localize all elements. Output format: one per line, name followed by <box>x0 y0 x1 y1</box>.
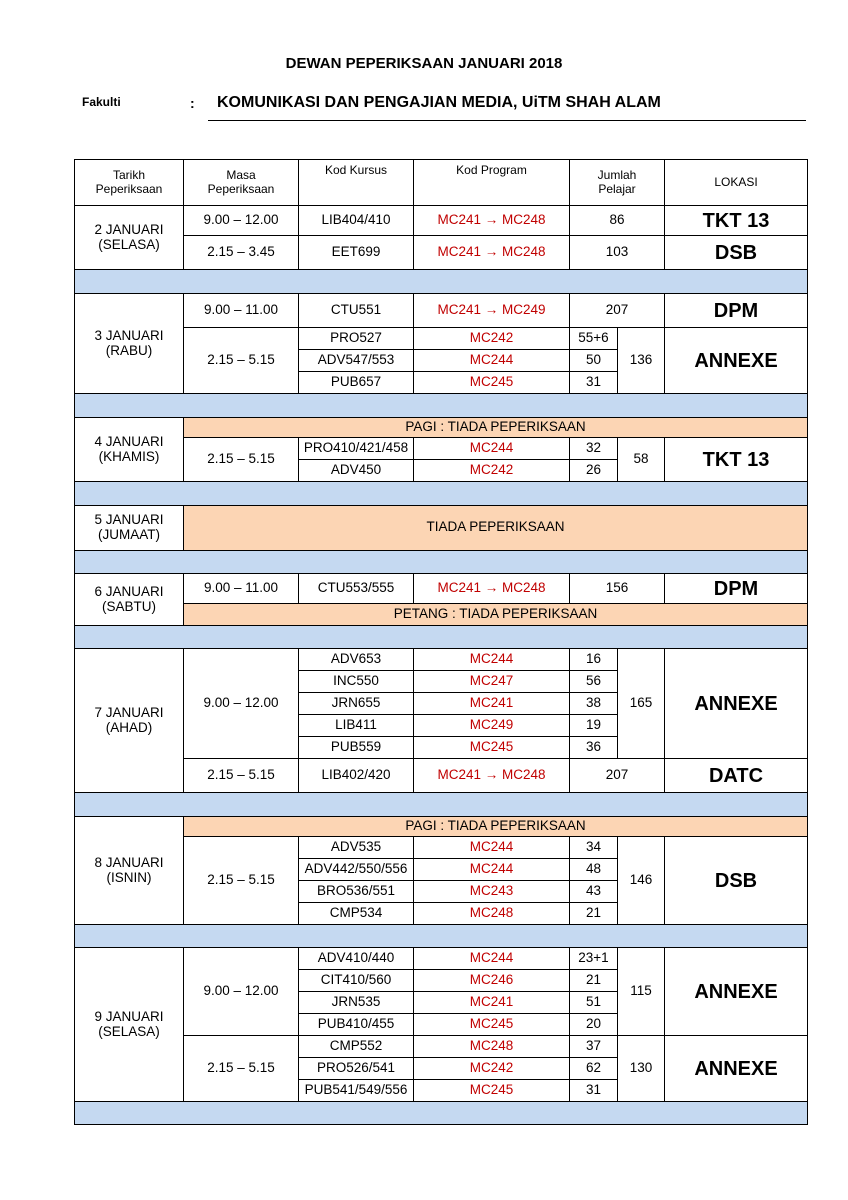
course-cell: PUB410/455 <box>299 1014 414 1036</box>
count-cell: 62 <box>570 1058 618 1080</box>
course-cell: PUB657 <box>299 372 414 394</box>
date-cell: 4 JANUARI (KHAMIS) <box>75 418 184 482</box>
header-date: Tarikh Peperiksaan <box>75 160 184 206</box>
date-cell: 8 JANUARI (ISNIN) <box>75 817 184 925</box>
table-row <box>75 506 808 551</box>
program-cell: MC244 <box>414 350 570 372</box>
course-cell: ADV450 <box>299 460 414 482</box>
no-exam-note: PETANG : TIADA PEPERIKSAAN <box>184 604 808 626</box>
course-cell: JRN535 <box>299 992 414 1014</box>
time-cell: 2.15 – 5.15 <box>184 438 299 482</box>
count-cell: 103 <box>570 236 665 270</box>
count-cell: 37 <box>570 1036 618 1058</box>
table-row <box>75 438 808 460</box>
header-program: Kod Program <box>414 160 570 206</box>
course-cell: LIB402/420 <box>299 759 414 793</box>
course-cell: JRN655 <box>299 693 414 715</box>
course-cell: PUB541/549/556 <box>299 1080 414 1102</box>
course-cell: CTU551 <box>299 294 414 328</box>
faculty-label: Fakulti <box>82 95 121 109</box>
course-cell: LIB411 <box>299 715 414 737</box>
time-cell: 2.15 – 5.15 <box>184 1036 299 1102</box>
count-cell: 55+6 <box>570 328 618 350</box>
count-cell: 31 <box>570 372 618 394</box>
table-row <box>75 817 808 837</box>
course-cell: PRO527 <box>299 328 414 350</box>
count-cell: 32 <box>570 438 618 460</box>
course-cell: ADV442/550/556 <box>299 859 414 881</box>
course-cell: ADV535 <box>299 837 414 859</box>
program-cell: MC241 → MC248 <box>414 206 570 236</box>
count-cell: 34 <box>570 837 618 859</box>
table-row <box>75 236 808 270</box>
time-cell: 9.00 – 12.00 <box>184 649 299 759</box>
count-cell: 51 <box>570 992 618 1014</box>
count-cell: 21 <box>570 903 618 925</box>
date-cell: 7 JANUARI (AHAD) <box>75 649 184 793</box>
total-cell: 58 <box>618 438 665 482</box>
time-cell: 2.15 – 5.15 <box>184 328 299 394</box>
table-row <box>75 418 808 438</box>
header-location: LOKASI <box>665 160 808 206</box>
location-cell: ANNEXE <box>665 649 808 759</box>
header-time: Masa Peperiksaan <box>184 160 299 206</box>
count-cell: 86 <box>570 206 665 236</box>
header-count: Jumlah Pelajar <box>570 160 665 206</box>
table-row <box>75 649 808 671</box>
count-cell: 26 <box>570 460 618 482</box>
location-cell: DPM <box>665 294 808 328</box>
separator-row <box>75 1102 808 1125</box>
course-cell: PRO410/421/458 <box>299 438 414 460</box>
time-cell: 9.00 – 11.00 <box>184 574 299 604</box>
page-title: DEWAN PEPERIKSAAN JANUARI 2018 <box>285 55 563 72</box>
time-cell: 9.00 – 12.00 <box>184 206 299 236</box>
time-cell: 2.15 – 3.45 <box>184 236 299 270</box>
program-cell: MC241 → MC249 <box>414 294 570 328</box>
location-cell: DSB <box>665 236 808 270</box>
program-cell: MC243 <box>414 881 570 903</box>
program-cell: MC241 <box>414 693 570 715</box>
faculty-value: KOMUNIKASI DAN PENGAJIAN MEDIA, UiTM SHAH ALAM <box>217 94 661 111</box>
location-cell: DATC <box>665 759 808 793</box>
no-exam-note: PAGI : TIADA PEPERIKSAAN <box>184 817 808 837</box>
count-cell: 21 <box>570 970 618 992</box>
date-cell: 2 JANUARI (SELASA) <box>75 206 184 270</box>
date-cell: 9 JANUARI (SELASA) <box>75 948 184 1102</box>
count-cell: 50 <box>570 350 618 372</box>
program-cell: MC244 <box>414 859 570 881</box>
location-cell: TKT 13 <box>665 438 808 482</box>
faculty-colon: : <box>190 95 195 111</box>
total-cell: 146 <box>618 837 665 925</box>
location-cell: ANNEXE <box>665 328 808 394</box>
count-cell: 19 <box>570 715 618 737</box>
separator-row <box>75 925 808 948</box>
course-cell: LIB404/410 <box>299 206 414 236</box>
total-cell: 130 <box>618 1036 665 1102</box>
course-cell: CMP534 <box>299 903 414 925</box>
course-cell: CTU553/555 <box>299 574 414 604</box>
faculty-underline <box>208 120 806 121</box>
course-cell: ADV547/553 <box>299 350 414 372</box>
table-row <box>75 294 808 328</box>
course-cell: PUB559 <box>299 737 414 759</box>
program-cell: MC244 <box>414 948 570 970</box>
program-cell: MC247 <box>414 671 570 693</box>
course-cell: INC550 <box>299 671 414 693</box>
time-cell: 9.00 – 12.00 <box>184 948 299 1036</box>
table-row <box>75 837 808 859</box>
count-cell: 38 <box>570 693 618 715</box>
program-cell: MC248 <box>414 1036 570 1058</box>
location-cell: TKT 13 <box>665 206 808 236</box>
program-cell: MC242 <box>414 1058 570 1080</box>
course-cell: BRO536/551 <box>299 881 414 903</box>
program-cell: MC242 <box>414 460 570 482</box>
date-cell: 6 JANUARI (SABTU) <box>75 574 184 626</box>
program-cell: MC242 <box>414 328 570 350</box>
separator-row <box>75 551 808 574</box>
count-cell: 207 <box>570 294 665 328</box>
table-row <box>75 328 808 350</box>
program-cell: MC241 → MC248 <box>414 236 570 270</box>
time-cell: 2.15 – 5.15 <box>184 837 299 925</box>
course-cell: ADV410/440 <box>299 948 414 970</box>
table-row <box>75 574 808 604</box>
table-row <box>75 948 808 970</box>
program-cell: MC241 → MC248 <box>414 759 570 793</box>
location-cell: ANNEXE <box>665 948 808 1036</box>
program-cell: MC244 <box>414 438 570 460</box>
total-cell: 165 <box>618 649 665 759</box>
program-cell: MC248 <box>414 903 570 925</box>
program-cell: MC245 <box>414 737 570 759</box>
count-cell: 23+1 <box>570 948 618 970</box>
count-cell: 156 <box>570 574 665 604</box>
total-cell: 115 <box>618 948 665 1036</box>
header-row <box>75 160 808 206</box>
header-course: Kod Kursus <box>299 160 414 206</box>
count-cell: 20 <box>570 1014 618 1036</box>
course-cell: EET699 <box>299 236 414 270</box>
table-row <box>75 759 808 793</box>
course-cell: ADV653 <box>299 649 414 671</box>
table-row <box>75 206 808 236</box>
course-cell: PRO526/541 <box>299 1058 414 1080</box>
date-cell: 3 JANUARI (RABU) <box>75 294 184 394</box>
program-cell: MC244 <box>414 837 570 859</box>
program-cell: MC249 <box>414 715 570 737</box>
program-cell: MC241 <box>414 992 570 1014</box>
exam-schedule-table <box>74 159 808 1125</box>
program-cell: MC245 <box>414 372 570 394</box>
separator-row <box>75 793 808 817</box>
table-row <box>75 604 808 626</box>
program-cell: MC245 <box>414 1014 570 1036</box>
count-cell: 43 <box>570 881 618 903</box>
total-cell: 136 <box>618 328 665 394</box>
count-cell: 48 <box>570 859 618 881</box>
no-exam-note: TIADA PEPERIKSAAN <box>184 506 808 551</box>
separator-row <box>75 394 808 418</box>
location-cell: DPM <box>665 574 808 604</box>
program-cell: MC245 <box>414 1080 570 1102</box>
program-cell: MC246 <box>414 970 570 992</box>
count-cell: 31 <box>570 1080 618 1102</box>
separator-row <box>75 626 808 649</box>
date-cell: 5 JANUARI (JUMAAT) <box>75 506 184 551</box>
count-cell: 16 <box>570 649 618 671</box>
time-cell: 9.00 – 11.00 <box>184 294 299 328</box>
separator-row <box>75 482 808 506</box>
program-cell: MC241 → MC248 <box>414 574 570 604</box>
course-cell: CIT410/560 <box>299 970 414 992</box>
program-cell: MC244 <box>414 649 570 671</box>
count-cell: 56 <box>570 671 618 693</box>
count-cell: 36 <box>570 737 618 759</box>
separator-row <box>75 270 808 294</box>
time-cell: 2.15 – 5.15 <box>184 759 299 793</box>
location-cell: DSB <box>665 837 808 925</box>
count-cell: 207 <box>570 759 665 793</box>
location-cell: ANNEXE <box>665 1036 808 1102</box>
no-exam-note: PAGI : TIADA PEPERIKSAAN <box>184 418 808 438</box>
course-cell: CMP552 <box>299 1036 414 1058</box>
table-row <box>75 1036 808 1058</box>
